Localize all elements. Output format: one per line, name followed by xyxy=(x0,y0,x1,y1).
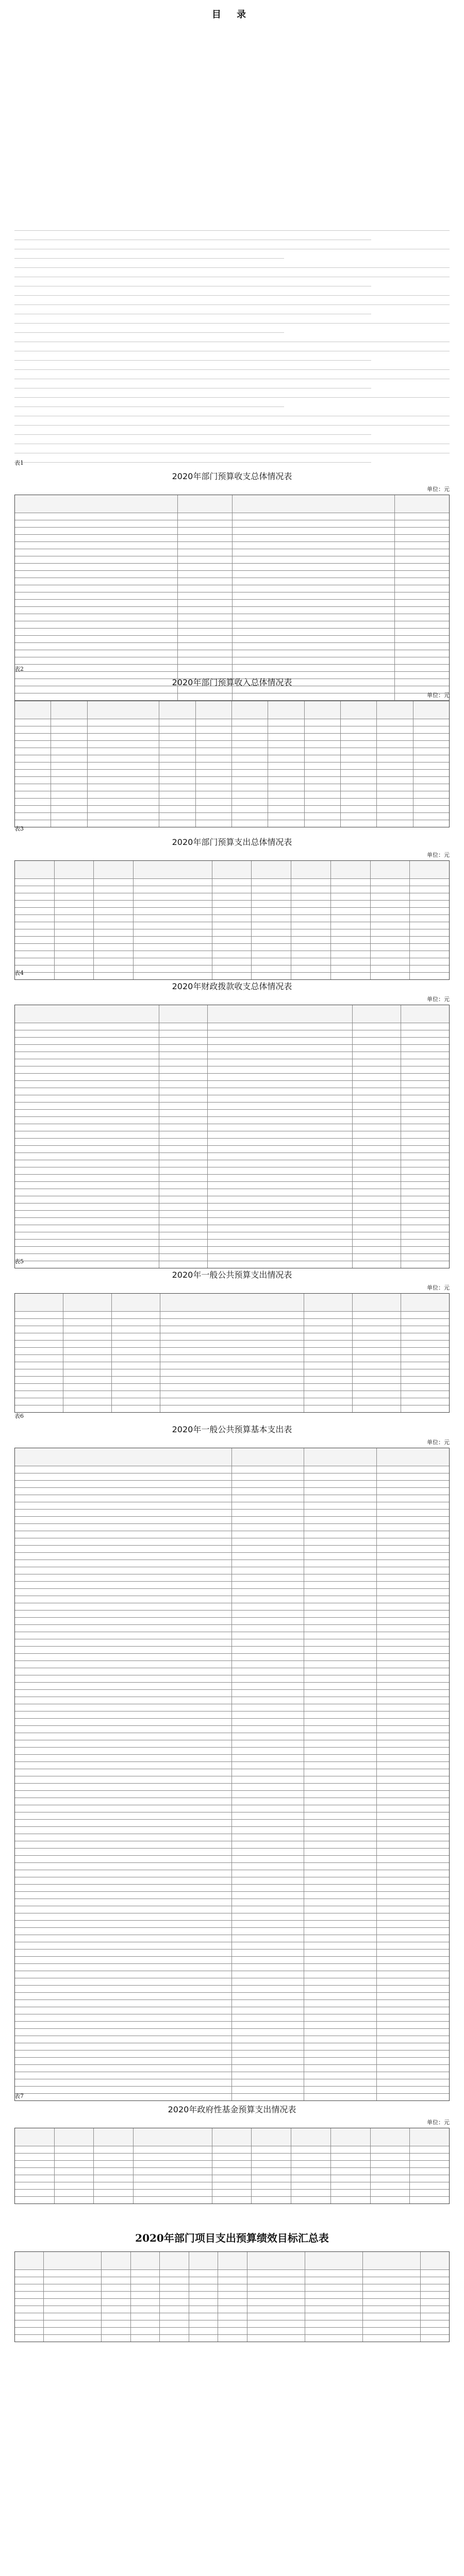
table-row xyxy=(15,812,449,820)
unit-label: 单位：元 xyxy=(427,1284,450,1291)
table-row xyxy=(15,621,449,628)
table-row xyxy=(15,650,449,657)
table-row xyxy=(15,1927,449,1935)
table-row xyxy=(15,578,449,585)
table-row xyxy=(15,635,449,642)
text-line xyxy=(14,337,450,342)
table-row xyxy=(15,951,449,958)
sheet-5 xyxy=(14,1257,450,1413)
table-row xyxy=(15,599,449,606)
text-line xyxy=(14,253,284,259)
table-row xyxy=(15,1848,449,1855)
table-row xyxy=(15,1174,449,1181)
table-row xyxy=(15,1906,449,1913)
table-row xyxy=(15,2064,449,2072)
table-row xyxy=(15,1073,449,1080)
table-row xyxy=(15,922,449,929)
sheet-number: 表1 xyxy=(14,460,24,466)
table-row xyxy=(15,1783,449,1790)
table-row xyxy=(15,2284,449,2291)
text-line xyxy=(14,291,450,296)
text-line xyxy=(14,281,371,286)
text-line xyxy=(14,448,450,453)
table-row xyxy=(15,1232,449,1239)
table-row xyxy=(15,1999,449,2007)
table-row xyxy=(15,520,449,527)
table-row xyxy=(15,2160,449,2167)
table-row xyxy=(15,1711,449,1718)
table-row xyxy=(15,1855,449,1862)
table-row xyxy=(15,769,449,776)
table-row xyxy=(15,1870,449,1877)
table-row xyxy=(15,1646,449,1653)
table-row xyxy=(15,1632,449,1639)
table-row xyxy=(15,1340,449,1347)
table-row xyxy=(15,1181,449,1189)
text-line xyxy=(14,402,284,407)
table-row xyxy=(15,1037,449,1044)
table-row xyxy=(15,1733,449,1740)
table-row xyxy=(15,1581,449,1588)
table-row xyxy=(15,628,449,635)
table-row xyxy=(15,1596,449,1603)
table-row xyxy=(15,1624,449,1632)
table-of-contents xyxy=(14,0,450,29)
table-row xyxy=(15,1354,449,1362)
table-row xyxy=(15,2175,449,2182)
table-row xyxy=(15,1480,449,1487)
table-row xyxy=(15,1217,449,1225)
table-row xyxy=(15,1333,449,1340)
table-row xyxy=(15,2050,449,2057)
table-row xyxy=(15,556,449,563)
table-row xyxy=(15,2072,449,2079)
table-row xyxy=(15,1059,449,1066)
table-row xyxy=(15,657,449,664)
table-row xyxy=(15,719,449,726)
table-row xyxy=(15,1740,449,1747)
table-row xyxy=(15,1942,449,1949)
toc-title: 目 录 xyxy=(211,9,253,20)
table-row xyxy=(15,1790,449,1798)
table-row xyxy=(15,2007,449,2014)
unit-label: 单位：元 xyxy=(427,1439,450,1446)
table-row xyxy=(15,936,449,943)
sheet-number: 表6 xyxy=(14,1413,24,1419)
sheet-title: 2020年政府性基金预算支出情况表 xyxy=(168,2105,296,2114)
table-row xyxy=(15,1369,449,1376)
table-row xyxy=(15,2167,449,2175)
sheet-6 xyxy=(14,1412,450,2101)
sheet-title: 2020年一般公共预算支出情况表 xyxy=(172,1270,292,1280)
table-row xyxy=(15,1225,449,1232)
table-row xyxy=(15,1538,449,1545)
text-line xyxy=(14,411,450,416)
table-row xyxy=(15,585,449,592)
table-row xyxy=(15,1978,449,1985)
table-row xyxy=(15,1675,449,1682)
table-row xyxy=(15,2014,449,2021)
table-row xyxy=(15,755,449,762)
table-row xyxy=(15,791,449,798)
table-row xyxy=(15,1189,449,1196)
text-line xyxy=(14,300,450,305)
sheet-grid xyxy=(14,1005,450,1268)
table-row xyxy=(15,1376,449,1383)
table-row xyxy=(15,1776,449,1783)
header-row xyxy=(15,1294,449,1311)
table-row xyxy=(15,1080,449,1088)
table-row xyxy=(15,1574,449,1581)
table-row xyxy=(15,1466,449,1473)
table-row xyxy=(15,513,449,520)
table-row xyxy=(15,1052,449,1059)
unit-label: 单位：元 xyxy=(427,996,450,1003)
sheet-3 xyxy=(14,824,450,980)
table-row xyxy=(15,878,449,886)
table-row xyxy=(15,642,449,650)
header-row xyxy=(15,2128,449,2146)
header-row xyxy=(15,2252,449,2269)
table-row xyxy=(15,563,449,570)
text-line xyxy=(14,235,371,240)
table-row xyxy=(15,1109,449,1116)
table-row xyxy=(15,2028,449,2036)
sheet-grid xyxy=(14,701,450,827)
table-row xyxy=(15,900,449,907)
table-row xyxy=(15,1088,449,1095)
table-row xyxy=(15,2291,449,2298)
header-row xyxy=(15,701,449,719)
table-row xyxy=(15,907,449,914)
table-row xyxy=(15,1877,449,1884)
table-row xyxy=(15,1841,449,1848)
table-row xyxy=(15,2146,449,2153)
sheet-title: 2020年部门预算收入总体情况表 xyxy=(172,677,292,687)
table-row xyxy=(15,2320,449,2327)
table-row xyxy=(15,1246,449,1253)
sheet-grid xyxy=(14,2128,450,2204)
table-row xyxy=(15,2057,449,2064)
table-row xyxy=(15,1682,449,1689)
table-row xyxy=(15,541,449,549)
table-row xyxy=(15,570,449,578)
table-row xyxy=(15,798,449,805)
table-row xyxy=(15,1153,449,1160)
sheet-grid xyxy=(14,2251,450,2342)
table-row xyxy=(15,592,449,599)
sheet-grid xyxy=(14,860,450,980)
sheet-2 xyxy=(14,665,450,827)
table-row xyxy=(15,1812,449,1819)
text-line xyxy=(14,309,371,314)
table-row xyxy=(15,762,449,769)
unit-label: 单位：元 xyxy=(427,486,450,493)
table-row xyxy=(15,1949,449,1956)
table-row xyxy=(15,2327,449,2334)
table-row xyxy=(15,1102,449,1109)
text-line xyxy=(14,374,450,379)
table-row xyxy=(15,606,449,614)
table-row xyxy=(15,1689,449,1697)
table-row xyxy=(15,1805,449,1812)
table-row xyxy=(15,1718,449,1725)
table-row xyxy=(15,1697,449,1704)
table-row xyxy=(15,1725,449,1733)
text-line xyxy=(14,365,450,370)
table-row xyxy=(15,2043,449,2050)
text-line xyxy=(14,355,371,361)
table-row xyxy=(15,1318,449,1326)
table-row xyxy=(15,1124,449,1131)
table-row xyxy=(15,1819,449,1826)
table-row xyxy=(15,1023,449,1030)
table-row xyxy=(15,1160,449,1167)
table-row xyxy=(15,2036,449,2043)
unit-label: 单位：元 xyxy=(427,2119,450,2126)
table-row xyxy=(15,1347,449,1354)
table-row xyxy=(15,1311,449,1318)
table-row xyxy=(15,1167,449,1174)
table-row xyxy=(15,748,449,755)
text-line xyxy=(14,430,371,435)
text-line xyxy=(14,226,450,231)
table-row xyxy=(15,1963,449,1971)
table-row xyxy=(15,1239,449,1246)
table-row xyxy=(15,1884,449,1891)
table-row xyxy=(15,1138,449,1145)
table-row xyxy=(15,1405,449,1412)
section-notes-1 xyxy=(14,222,450,463)
table-row xyxy=(15,1653,449,1660)
sheet-number: 表3 xyxy=(14,825,24,832)
table-row xyxy=(15,958,449,965)
sheet-8 xyxy=(14,2226,450,2342)
table-row xyxy=(15,2079,449,2086)
sheet-number: 表7 xyxy=(14,2093,24,2099)
table-row xyxy=(15,549,449,556)
table-row xyxy=(15,776,449,784)
table-row xyxy=(15,1834,449,1841)
table-row xyxy=(15,1769,449,1776)
sheet-7 xyxy=(14,2092,450,2204)
table-row xyxy=(15,2021,449,2028)
table-row xyxy=(15,1956,449,1963)
table-row xyxy=(15,1935,449,1942)
header-row xyxy=(15,495,449,513)
sheet-title: 2020年部门项目支出预算绩效目标汇总表 xyxy=(135,2232,329,2244)
text-line xyxy=(14,346,450,351)
table-row xyxy=(15,1862,449,1870)
header-row xyxy=(15,861,449,878)
table-row xyxy=(15,1473,449,1480)
table-row xyxy=(15,1920,449,1927)
table-row xyxy=(15,893,449,900)
table-row xyxy=(15,2269,449,2277)
sheet-title: 2020年部门预算收支总体情况表 xyxy=(172,471,292,481)
table-row xyxy=(15,1704,449,1711)
table-row xyxy=(15,740,449,748)
table-row xyxy=(15,2196,449,2204)
table-row xyxy=(15,1660,449,1668)
table-row xyxy=(15,1095,449,1102)
table-row xyxy=(15,1798,449,1805)
table-row xyxy=(15,1145,449,1153)
text-line xyxy=(14,439,450,444)
text-line xyxy=(14,420,450,426)
table-row xyxy=(15,1603,449,1610)
table-row xyxy=(15,1066,449,1073)
table-row xyxy=(15,1509,449,1516)
table-row xyxy=(15,534,449,541)
table-row xyxy=(15,1398,449,1405)
table-row xyxy=(15,1523,449,1531)
sheet-number: 表2 xyxy=(14,666,24,672)
table-row xyxy=(15,1326,449,1333)
table-row xyxy=(15,1203,449,1210)
text-line xyxy=(14,393,450,398)
header-row xyxy=(15,1005,449,1023)
table-row xyxy=(15,1545,449,1552)
text-line xyxy=(14,318,450,324)
text-line xyxy=(14,383,371,388)
table-row xyxy=(15,1761,449,1769)
sheet-title: 2020年财政拨款收支总体情况表 xyxy=(172,981,292,991)
table-row xyxy=(15,2277,449,2284)
table-row xyxy=(15,1826,449,1834)
unit-label: 单位：元 xyxy=(427,852,450,858)
table-row xyxy=(15,1899,449,1906)
table-row xyxy=(15,1560,449,1567)
table-row xyxy=(15,614,449,621)
table-row xyxy=(15,886,449,893)
table-row xyxy=(15,1610,449,1617)
header-row xyxy=(15,1448,449,1466)
text-line xyxy=(14,263,450,268)
table-row xyxy=(15,1487,449,1495)
sheet-grid xyxy=(14,1293,450,1413)
table-row xyxy=(15,1495,449,1502)
table-row xyxy=(15,527,449,534)
table-row xyxy=(15,733,449,740)
table-row xyxy=(15,1567,449,1574)
table-row xyxy=(15,1531,449,1538)
table-row xyxy=(15,1516,449,1523)
table-row xyxy=(15,1552,449,1560)
table-row xyxy=(15,2313,449,2320)
table-row xyxy=(15,1639,449,1646)
sheet-grid xyxy=(14,1448,450,2101)
table-row xyxy=(15,1030,449,1037)
table-row xyxy=(15,1131,449,1138)
table-row xyxy=(15,1502,449,1509)
table-row xyxy=(15,1617,449,1624)
table-row xyxy=(15,929,449,936)
table-row xyxy=(15,1362,449,1369)
table-row xyxy=(15,1044,449,1052)
sheet-title: 2020年部门预算支出总体情况表 xyxy=(172,837,292,847)
table-row xyxy=(15,1992,449,1999)
table-row xyxy=(15,1668,449,1675)
table-row xyxy=(15,1891,449,1899)
text-line xyxy=(14,244,450,249)
table-row xyxy=(15,2334,449,2342)
sheet-title: 2020年一般公共预算基本支出表 xyxy=(172,1425,292,1434)
table-row xyxy=(15,1196,449,1203)
table-row xyxy=(15,805,449,812)
sheet-number: 表5 xyxy=(14,1258,24,1265)
table-row xyxy=(15,2306,449,2313)
table-row xyxy=(15,1116,449,1124)
table-row xyxy=(15,1383,449,1391)
table-row xyxy=(15,1210,449,1217)
table-row xyxy=(15,784,449,791)
table-row xyxy=(15,2189,449,2196)
table-row xyxy=(15,1391,449,1398)
table-row xyxy=(15,2153,449,2160)
table-row xyxy=(15,1913,449,1920)
sheet-number: 表4 xyxy=(14,970,24,976)
text-line xyxy=(14,272,450,277)
text-line xyxy=(14,328,284,333)
table-row xyxy=(15,1971,449,1978)
table-row xyxy=(15,1747,449,1754)
table-row xyxy=(15,2182,449,2189)
table-row xyxy=(15,943,449,951)
sheet-4 xyxy=(14,969,450,1268)
table-row xyxy=(15,1754,449,1761)
table-row xyxy=(15,726,449,733)
table-row xyxy=(15,2298,449,2306)
table-row xyxy=(15,1985,449,1992)
unit-label: 单位：元 xyxy=(427,692,450,699)
table-row xyxy=(15,1588,449,1596)
table-row xyxy=(15,914,449,922)
